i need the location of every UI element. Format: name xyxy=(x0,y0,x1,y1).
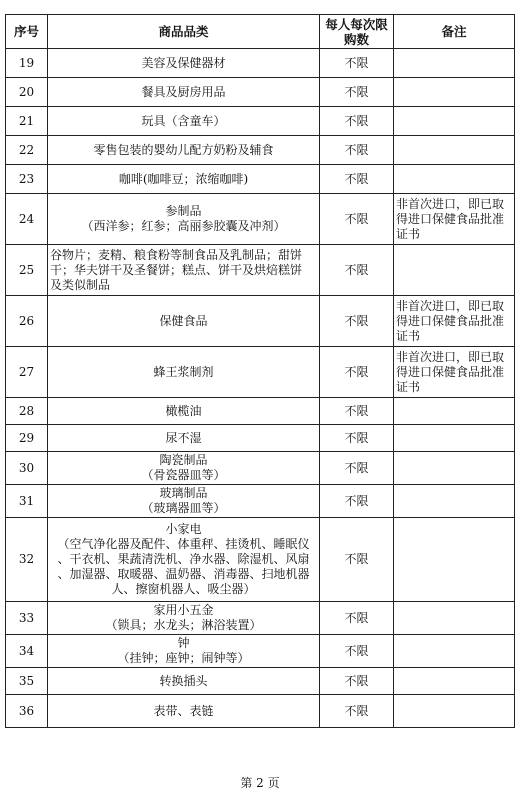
cell-category xyxy=(48,452,320,485)
cell-limit: 不限 xyxy=(320,49,394,78)
cell-seq: 35 xyxy=(6,668,48,695)
cell-category xyxy=(48,136,320,165)
cell-seq: 32 xyxy=(6,518,48,602)
cell-seq: 21 xyxy=(6,107,48,136)
category-line: 转换插头 xyxy=(159,673,208,688)
category-line: 干；华夫饼干及圣餐饼；糕点、饼干及烘焙糕饼 xyxy=(50,262,303,277)
cell-category xyxy=(48,485,320,518)
table-row xyxy=(6,136,515,165)
category-line: （空气净化器及配件、体重秤、挂烫机、睡眠仪 xyxy=(57,537,310,551)
category-line: 保健食品 xyxy=(159,313,208,328)
cell-limit: 不限 xyxy=(320,485,394,518)
cell-note xyxy=(394,165,515,194)
cell-note xyxy=(394,347,515,398)
category-line: 玩具（含童车） xyxy=(141,113,226,128)
cell-note xyxy=(394,194,515,245)
category-line: 餐具及厨房用品 xyxy=(141,84,226,99)
cell-category xyxy=(48,635,320,668)
note-line: 非首次进口，即已取 xyxy=(396,349,505,364)
cell-note xyxy=(394,107,515,136)
table-row xyxy=(6,695,515,728)
category-line: 蜂王浆制剂 xyxy=(153,364,214,379)
table-row xyxy=(6,296,515,347)
note-line: 证书 xyxy=(396,328,421,343)
cell-seq: 24 xyxy=(6,194,48,245)
cell-limit: 不限 xyxy=(320,347,394,398)
cell-category xyxy=(48,602,320,635)
table-row xyxy=(6,245,515,296)
category-line: 小家电 xyxy=(165,522,202,536)
cell-seq: 20 xyxy=(6,78,48,107)
cell-limit: 不限 xyxy=(320,425,394,452)
category-line: 陶瓷制品 xyxy=(159,453,208,467)
table-header-row xyxy=(6,15,515,49)
cell-category xyxy=(48,107,320,136)
table-row xyxy=(6,485,515,518)
cell-note xyxy=(394,245,515,296)
cell-category xyxy=(48,425,320,452)
cell-note xyxy=(394,452,515,485)
table-row xyxy=(6,602,515,635)
header-note: 备注 xyxy=(394,15,515,49)
cell-note xyxy=(394,296,515,347)
category-line: 咖啡(咖啡豆；浓缩咖啡) xyxy=(118,171,249,186)
cell-seq: 29 xyxy=(6,425,48,452)
category-line: （玻璃器皿等） xyxy=(141,501,226,515)
cell-category xyxy=(48,78,320,107)
header-limit-line1: 每人每次限 xyxy=(325,16,388,32)
table-row xyxy=(6,452,515,485)
cell-seq: 23 xyxy=(6,165,48,194)
cell-limit: 不限 xyxy=(320,518,394,602)
header-limit xyxy=(320,15,394,49)
cell-note xyxy=(394,49,515,78)
cell-limit: 不限 xyxy=(320,107,394,136)
cell-note xyxy=(394,635,515,668)
cell-note xyxy=(394,78,515,107)
category-line: （西洋参；红参；高丽参胶囊及冲剂） xyxy=(81,219,286,233)
cell-note xyxy=(394,136,515,165)
category-line: 橄榄油 xyxy=(165,403,202,418)
category-line: 玻璃制品 xyxy=(159,486,208,500)
cell-note xyxy=(394,485,515,518)
note-line: 得进口保健食品批准 xyxy=(396,364,505,379)
table-row xyxy=(6,668,515,695)
cell-note xyxy=(394,518,515,602)
goods-table xyxy=(5,14,515,728)
cell-category xyxy=(48,49,320,78)
header-category: 商品品类 xyxy=(48,15,320,49)
cell-category xyxy=(48,518,320,602)
cell-limit: 不限 xyxy=(320,136,394,165)
category-line: 美容及保健器材 xyxy=(141,55,226,70)
cell-seq: 30 xyxy=(6,452,48,485)
cell-seq: 28 xyxy=(6,398,48,425)
table-body xyxy=(6,49,515,728)
note-line: 非首次进口，即已取 xyxy=(396,196,505,211)
note-line: 证书 xyxy=(396,226,421,241)
cell-limit: 不限 xyxy=(320,695,394,728)
cell-seq: 33 xyxy=(6,602,48,635)
cell-note xyxy=(394,695,515,728)
cell-seq: 26 xyxy=(6,296,48,347)
table-row xyxy=(6,398,515,425)
cell-note xyxy=(394,425,515,452)
page-number: 第 2 页 xyxy=(240,776,280,790)
cell-seq: 34 xyxy=(6,635,48,668)
cell-note xyxy=(394,668,515,695)
cell-category xyxy=(48,347,320,398)
cell-category xyxy=(48,695,320,728)
table-row xyxy=(6,49,515,78)
category-line: 表带、表链 xyxy=(153,703,214,718)
cell-category xyxy=(48,296,320,347)
category-line: 、干衣机、果蔬清洗机、净水器、除湿机、风扇 xyxy=(57,552,310,566)
header-limit-line2: 购数 xyxy=(343,31,369,47)
table-row xyxy=(6,347,515,398)
table-row xyxy=(6,78,515,107)
cell-category xyxy=(48,245,320,296)
table-row xyxy=(6,107,515,136)
category-line: 人、擦窗机器人、吸尘器） xyxy=(111,582,256,596)
table-row xyxy=(6,635,515,668)
cell-limit: 不限 xyxy=(320,398,394,425)
category-line: （骨瓷器皿等） xyxy=(141,468,226,482)
category-line: 零售包装的婴幼儿配方奶粉及辅食 xyxy=(93,142,274,157)
table-row xyxy=(6,518,515,602)
note-line: 得进口保健食品批准 xyxy=(396,313,505,328)
cell-seq: 36 xyxy=(6,695,48,728)
table-row xyxy=(6,425,515,452)
header-seq: 序号 xyxy=(6,15,48,49)
cell-limit: 不限 xyxy=(320,194,394,245)
cell-seq: 19 xyxy=(6,49,48,78)
category-line: 、加湿器、取暖器、温奶器、消毒器、扫地机器 xyxy=(57,567,310,581)
cell-category xyxy=(48,398,320,425)
cell-category xyxy=(48,194,320,245)
cell-category xyxy=(48,165,320,194)
category-line: 尿不湿 xyxy=(165,430,202,445)
cell-limit: 不限 xyxy=(320,296,394,347)
cell-category xyxy=(48,668,320,695)
cell-limit: 不限 xyxy=(320,635,394,668)
cell-limit: 不限 xyxy=(320,602,394,635)
cell-limit: 不限 xyxy=(320,78,394,107)
cell-seq: 27 xyxy=(6,347,48,398)
table-row xyxy=(6,194,515,245)
table-row xyxy=(6,165,515,194)
category-line: 参制品 xyxy=(165,204,202,218)
note-line: 得进口保健食品批准 xyxy=(396,211,505,226)
note-line: 非首次进口，即已取 xyxy=(396,298,505,313)
cell-seq: 31 xyxy=(6,485,48,518)
category-line: 及类似制品 xyxy=(50,277,111,292)
cell-limit: 不限 xyxy=(320,165,394,194)
cell-note xyxy=(394,602,515,635)
note-line: 证书 xyxy=(396,379,421,394)
category-line: 家用小五金 xyxy=(153,603,214,617)
category-line: （锁具；水龙头；淋浴装置） xyxy=(105,618,262,632)
category-line: 钟 xyxy=(177,636,190,650)
category-line: （挂钟；座钟；闹钟等） xyxy=(117,651,250,665)
cell-limit: 不限 xyxy=(320,245,394,296)
category-line: 谷物片；麦精、粮食粉等制食品及乳制品；甜饼 xyxy=(50,247,303,262)
cell-note xyxy=(394,398,515,425)
cell-limit: 不限 xyxy=(320,452,394,485)
cell-seq: 22 xyxy=(6,136,48,165)
cell-seq: 25 xyxy=(6,245,48,296)
cell-limit: 不限 xyxy=(320,668,394,695)
